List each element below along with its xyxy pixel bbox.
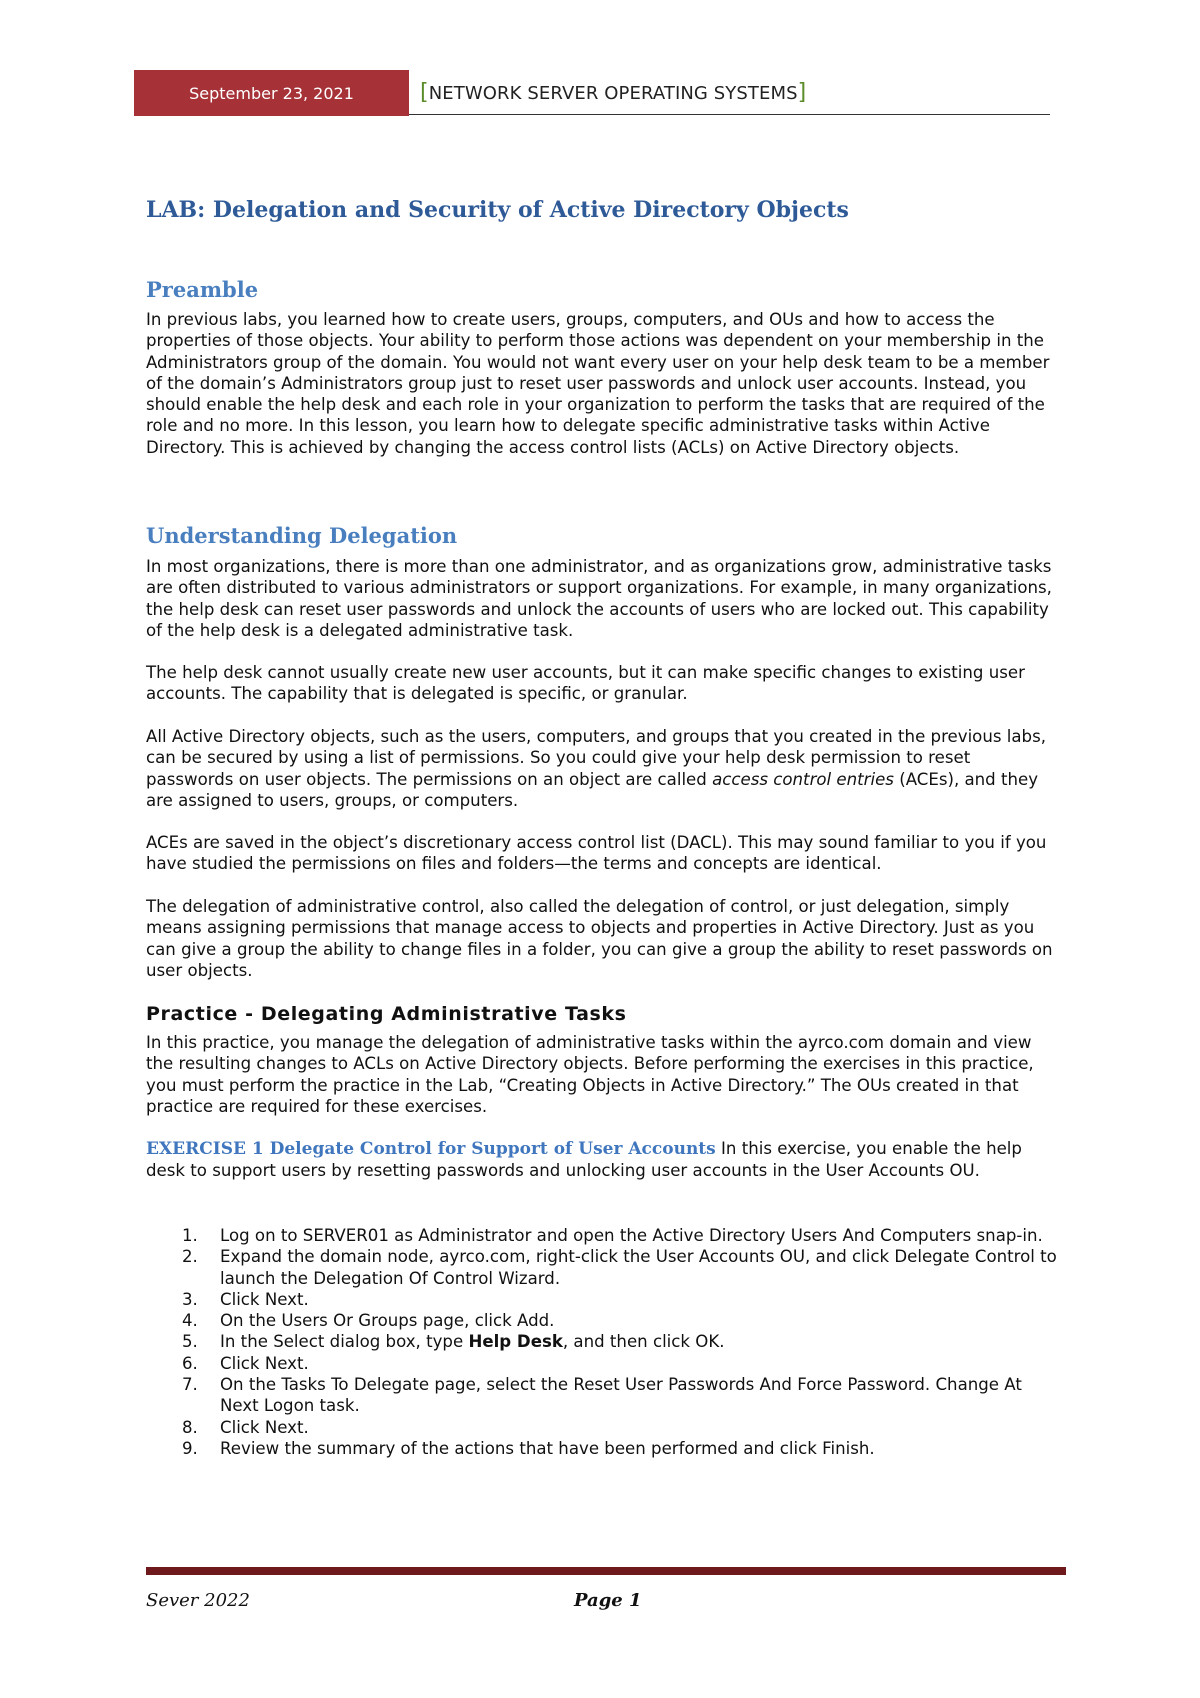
list-item (146, 1438, 1058, 1459)
step-text: Click Next. (220, 1417, 309, 1437)
step-text: Review the summary of the actions that have been performed and click Finish. (220, 1438, 875, 1458)
delegation-heading: Understanding Delegation (146, 523, 458, 548)
delegation-paragraph-5: The delegation of administrative control, also called the delegation of control, or just delegation, simply means assigning permissions that manage access to objects and properties in Active Directory. Just as you can give a group the ability to change files in a folder, you can give a group the ability to reset passwords on user objects. (146, 897, 1053, 980)
list-item (146, 1225, 1058, 1246)
preamble-heading: Preamble (146, 277, 259, 302)
step-number: 4. (182, 1311, 198, 1331)
footer-left-text: Sever 2022 (146, 1590, 250, 1611)
preamble-text: In previous labs, you learned how to create users, groups, computers, and OUs and how to access the properties of those objects. Your ability to perform those actions was dependent on your membership in the Administrators group of the domain. You would not want every user on your help desk team to be a member of the domain’s Administrators group just to reset user passwords and unlock user accounts. Instead, you should enable the help desk and each role in your organization to perform the tasks that are required of the role and no more. In this lesson, you learn how to delegate specific administrative tasks within Active Directory. This is achieved by changing the access control lists (ACLs) on Active Directory objects. (146, 310, 1050, 457)
delegation-paragraph-2: The help desk cannot usually create new user accounts, but it can make specific changes to existing user accounts. The capability that is delegated is specific, or granular. (146, 663, 1025, 704)
exercise-paragraph (146, 1138, 1058, 1182)
step-number: 6. (182, 1353, 198, 1373)
step-text: On the Tasks To Delegate page, select the Reset User Passwords And Force Password. Change At Next Logon task. (220, 1375, 1022, 1416)
list-item (146, 1374, 1058, 1417)
step-text: Click Next. (220, 1353, 309, 1373)
step-number: 5. (182, 1332, 198, 1352)
list-item (146, 1246, 1058, 1289)
header-title (420, 80, 806, 105)
footer-page-number: Page 1 (574, 1590, 642, 1611)
lab-title: LAB: Delegation and Security of Active Directory Objects (146, 197, 849, 223)
step-text: Expand the domain node, ayrco.com, right-click the User Accounts OU, and click Delegate Control to launch the Delegation Of Control Wizard. (220, 1247, 1057, 1288)
step-text-before: In the Select dialog box, type (220, 1332, 469, 1352)
step-number: 3. (182, 1289, 198, 1309)
delegation-paragraph-3 (146, 726, 1058, 811)
practice-text: In this practice, you manage the delegation of administrative tasks within the ayrco.com domain and view the resulting changes to ACLs on Active Directory objects. Before performing the exercises in this practice, you must perform the practice in the Lab, “Creating Objects in Active Directory.” The OUs created in that practice are required for these exercises. (146, 1033, 1034, 1116)
header-date-text: September 23, 2021 (189, 83, 354, 103)
step-text-bold: Help Desk (468, 1332, 563, 1352)
header-title-text: NETWORK SERVER OPERATING SYSTEMS (428, 83, 798, 104)
list-item (146, 1289, 1058, 1310)
delegation-p3-before: All Active Directory objects, such as the users, computers, and groups that you created in the previous labs, can be secured by using a list of permissions. So you could give your help desk permission to reset passwords on user objects. The permissions on an object are called (146, 727, 1046, 789)
header-rule (409, 114, 1050, 115)
header-bracket-open: [ (420, 80, 429, 105)
step-number: 8. (182, 1417, 198, 1437)
steps-list (146, 1225, 1058, 1459)
footer-rule (146, 1567, 1066, 1575)
list-item (146, 1353, 1058, 1374)
list-item (146, 1310, 1058, 1331)
delegation-p3-italic: access control entries (712, 769, 894, 789)
list-item (146, 1417, 1058, 1438)
exercise-text: In this exercise, you enable the help desk to support users by resetting passwords and unlocking user accounts in the User Accounts OU. (146, 1139, 1022, 1181)
step-number: 9. (182, 1438, 198, 1458)
step-text-after: , and then click OK. (562, 1332, 725, 1352)
step-number: 1. (182, 1226, 198, 1245)
practice-heading: Practice - Delegating Administrative Tasks (146, 1003, 627, 1025)
step-text: Log on to SERVER01 as Administrator and open the Active Directory Users And Computers snap-in. (220, 1226, 1043, 1245)
delegation-paragraph-1: In most organizations, there is more than one administrator, and as organizations grow, administrative tasks are often distributed to various administrators or support organizations. For example, in many organizations, the help desk can reset user passwords and unlock the accounts of users who are locked out. This capability of the help desk is a delegated administrative task. (146, 557, 1052, 640)
list-item (146, 1331, 1058, 1352)
exercise-title: EXERCISE 1 Delegate Control for Support of User Accounts (146, 1139, 716, 1159)
step-number: 2. (182, 1247, 198, 1267)
delegation-p3-after: (ACEs), and they are assigned to users, groups, or computers. (146, 769, 1039, 810)
step-text: Click Next. (220, 1289, 309, 1309)
step-text: On the Users Or Groups page, click Add. (220, 1311, 555, 1331)
step-number: 7. (182, 1375, 198, 1395)
header-bracket-close: ] (797, 80, 807, 105)
delegation-paragraph-4: ACEs are saved in the object’s discretionary access control list (DACL). This may sound familiar to you if you have studied the permissions on files and folders—the terms and concepts are identical. (146, 833, 1047, 874)
header-date (134, 70, 409, 116)
